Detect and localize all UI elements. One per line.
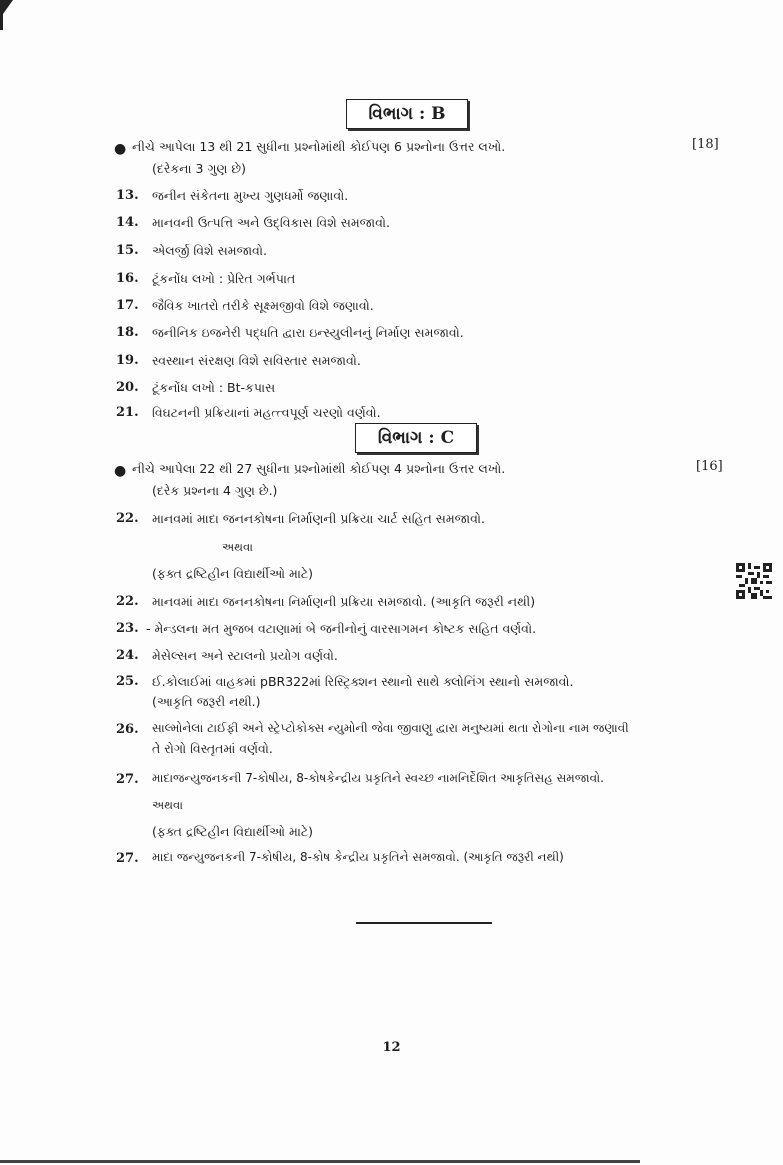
section-b-marks: [18] [692,137,719,152]
bullet-icon: ● [114,141,127,157]
section-c-instruction-note: (દરેક પ્રશ્નના 4 ગુણ છે.) [152,483,278,498]
visually-impaired-note: (ફક્ત દ્રષ્ટિહીન વિદ્યાર્થીઓ માટે) [152,566,314,581]
question-number: 22. [116,594,139,609]
question-number: 20. [116,380,139,395]
question-text: માદાજન્યુજનકની 7-કોષીય, 8-કોષકેન્દ્રીય પ્રકૃતિને સ્વચ્છ નામનિર્દેશિત આકૃતિસહ સમજાવો. [152,771,604,785]
question-number: 18. [116,325,139,340]
section-b-heading: વિભાગ : B [346,99,468,129]
question-text: જનીનિક ઇજનેરી પદ્ધતિ દ્વારા ઇન્સ્યુલીનનું નિર્માણ સમજાવો. [152,325,464,340]
or-label: અથવા [222,540,253,554]
question-text: જૈવિક ખાતરો તરીકે સૂક્ષ્મજીવો વિશે જણાવો. [152,298,374,313]
section-c-heading: વિભાગ : C [355,423,477,453]
question-number: 24. [116,648,139,663]
corner-registration-mark [0,0,17,30]
question-text: એલર્જી વિશે સમજાવો. [152,243,267,258]
question-number: 23. [116,621,139,636]
question-text: ઈ.કોલાઈમાં વાહકમાં pBR322માં રિસ્ટ્રિક્શન સ્થાનો સાથે ક્લોનિંગ સ્થાનો સમજાવો. [152,674,574,689]
question-text: સાલ્મોનેલા ટાઈફી અને સ્ટ્રેપ્ટોકોક્સ ન્યુમોની જેવા જીવાણુ દ્વારા મનુષ્યમાં થતા રોગોના નામ જણાવી [152,721,629,735]
section-c-marks: [16] [696,459,723,474]
question-number: 14. [116,215,139,230]
scan-edge-line [0,1160,640,1163]
question-number: 21. [116,405,139,420]
question-number: 13. [116,188,139,203]
question-text: માનવમાં માદા જનનકોષના નિર્માણની પ્રક્રિયા ચાર્ટ સહિત સમજાવો. [152,511,486,526]
or-label: અથવા [152,798,183,812]
end-rule [356,922,492,924]
page-number: 12 [382,1040,401,1055]
question-number: 17. [116,298,139,313]
section-c-instruction: નીચે આપેલા 22 થી 27 સુધીના પ્રશ્નોમાંથી કોઈપણ 4 પ્રશ્નોના ઉત્તર લખો. [132,461,506,476]
question-text: માનવની ઉત્પત્તિ અને ઉદ્‌વિકાસ વિશે સમજાવો. [152,215,391,230]
section-b-instruction-note: (દરેકના 3 ગુણ છે) [152,161,246,176]
question-number: 27. [116,851,139,866]
question-number: 25. [116,674,139,689]
question-text: માદા જન્યુજનકની 7-કોષીય, 8-કોષ કેન્દ્રીય પ્રકૃતિને સમજાવો. (આકૃતિ જરૂરી નથી) [152,850,564,864]
section-b-instruction: નીચે આપેલા 13 થી 21 સુધીના પ્રશ્નોમાંથી કોઈપણ 6 પ્રશ્નોના ઉત્તર લખો. [132,139,506,154]
question-number: 27. [116,772,139,787]
visually-impaired-note: (ફક્ત દ્રષ્ટિહીન વિદ્યાર્થીઓ માટે) [152,824,314,839]
question-text: જનીન સંકેતના મુખ્ય ગુણધર્મો જણાવો. [152,188,349,203]
question-number: 22. [116,511,139,526]
question-text: - મેન્ડલના મત મુજબ વટાણામાં બે જનીનોનું વારસાગમન કોષ્ટક સહિત વર્ણવો. [146,621,537,636]
question-number: 19. [116,353,139,368]
qr-code-icon [736,562,772,600]
question-text-continued: તે રોગો વિસ્તૃતમાં વર્ણવો. [152,741,273,756]
question-text-continued: (આકૃતિ જરૂરી નથી.) [152,694,261,709]
question-number: 15. [116,243,139,258]
question-text: સ્વસ્થાન સંરક્ષણ વિશે સવિસ્તાર સમજાવો. [152,353,361,368]
question-number: 16. [116,271,139,286]
question-text: ટૂંકનોંધ લખો : Bt-કપાસ [152,380,276,395]
question-text: ટૂંકનોંધ લખો : પ્રેરિત ગર્ભપાત [152,271,296,286]
question-text: માનવમાં માદા જનનકોષના નિર્માણની પ્રક્રિયા સમજાવો. (આકૃતિ જરૂરી નથી) [152,594,536,609]
question-number: 26. [116,722,139,737]
bullet-icon: ● [114,463,127,479]
question-text: વિઘટનની પ્રક્રિયાનાં મહત્ત્વપૂર્ણ ચરણો વર્ણવો. [152,405,381,420]
question-text: મેસેલ્સન અને સ્ટાલનો પ્રયોગ વર્ણવો. [152,648,338,663]
